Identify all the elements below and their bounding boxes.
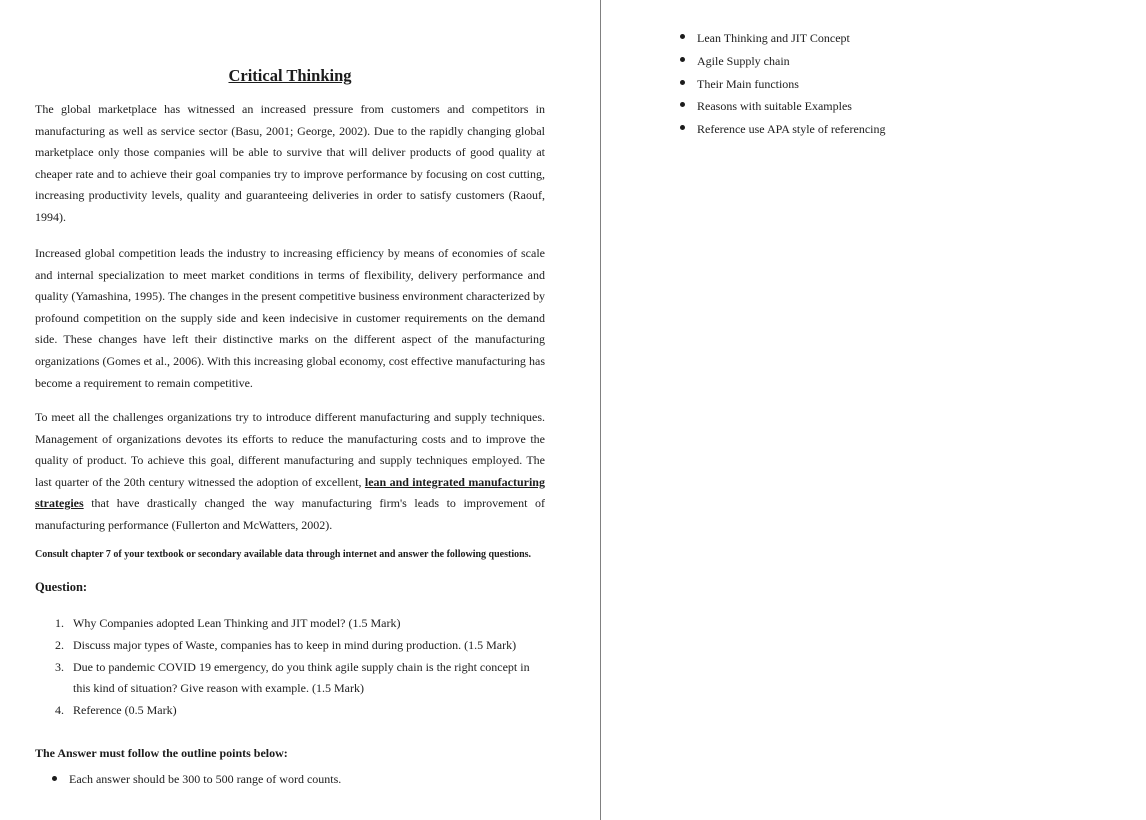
answer-bullet-item: [35, 769, 341, 789]
outline-bullet-text: Their Main functions: [697, 76, 799, 91]
page-divider: [600, 0, 601, 820]
outline-bullet-item: [663, 95, 886, 118]
paragraph-2: Increased global competition leads the industry to increasing efficiency by means of economies of scale and internal specialization to meet market conditions in terms of flexibility, delivery performance and quality (Yamashina, 1995). The changes in the present competitive business environment characterized by profound competition on the supply side and keen indecisive in customer requirements on the demand side. These changes have left their distinctive marks on the different aspect of the manufacturing organizations (Gomes et al., 2006). With this increasing global economy, cost effective manufacturing has become a requirement to remain competitive.: [35, 246, 545, 390]
outline-bullet-item: [663, 73, 886, 96]
question-item: [35, 635, 545, 657]
question-number: 2.: [55, 637, 64, 652]
bullet-icon: [680, 125, 685, 130]
question-item: [35, 613, 545, 635]
outline-bullet-text: Reference use APA style of referencing: [697, 122, 886, 137]
bullet-icon: [680, 57, 685, 62]
document-title: Critical Thinking: [228, 66, 352, 85]
paragraph-3: [35, 407, 545, 537]
consult-instruction: Consult chapter 7 of your textbook or secondary available data through internet and answer the following questions.: [35, 549, 532, 560]
question-number: 3.: [55, 659, 64, 674]
outline-bullet-text: Agile Supply chain: [697, 53, 790, 68]
question-item: [35, 700, 545, 722]
outline-bullet-item: [663, 27, 886, 50]
outline-bullet-text: Reasons with suitable Examples: [697, 99, 852, 114]
question-item: [35, 657, 545, 701]
outline-bullet-text: Lean Thinking and JIT Concept: [697, 31, 850, 45]
bullet-icon: [52, 776, 57, 781]
question-text: Why Companies adopted Lean Thinking and JIT model? (1.5 Mark): [73, 616, 401, 630]
paragraph-3-text-after: that have drastically changed the way manufacturing firm's leads to improvement of manufacturing performance (Fullerton and McWatters, 2002).: [35, 496, 545, 532]
question-heading: Question:: [35, 580, 88, 594]
paragraph-3-text-before: To meet all the challenges organizations try to introduce different manufacturing and supply techniques. Management of organizations devotes its efforts to reduce the manufacturing costs and to improve the quality of product. To achieve this goal, different manufacturing and supply techniques employed. The last quarter of the 20th century witnessed the adoption of excellent,: [35, 410, 545, 489]
paragraph-3-emphasis: lean and integrated manufacturing strategies: [35, 474, 545, 511]
bullet-icon: [680, 102, 685, 107]
question-list: [35, 613, 545, 722]
answer-heading: The Answer must follow the outline points below:: [35, 746, 288, 760]
bullet-icon: [680, 34, 685, 39]
question-number: 1.: [55, 616, 64, 630]
question-text: Reference (0.5 Mark): [73, 703, 177, 718]
outline-bullet-list: [663, 27, 886, 141]
outline-bullet-item: [663, 118, 886, 141]
question-text: Discuss major types of Waste, companies has to keep in mind during production. (1.5 Mark): [73, 637, 517, 652]
bullet-icon: [680, 80, 685, 85]
outline-bullet-item: [663, 50, 886, 73]
question-number: 4.: [55, 703, 64, 718]
answer-bullet-text: Each answer should be 300 to 500 range of word counts.: [69, 772, 342, 786]
paragraph-1: The global marketplace has witnessed an increased pressure from customers and competitors in manufacturing as well as service sector (Basu, 2001; George, 2002). Due to the rapidly changing global marketplace only those companies will be able to survive that will deliver products of good quality at cheaper rate and to achieve their goal companies try to improve performance by focusing on cost cutting, increasing productivity levels, quality and guaranteeing deliveries in order to satisfy customers (Raouf, 1994).: [35, 102, 545, 224]
answer-bullet-list: [35, 769, 341, 789]
question-text: Due to pandemic COVID 19 emergency, do you think agile supply chain is the right concept in this kind of situation? Give reason with example. (1.5 Mark): [73, 659, 530, 696]
